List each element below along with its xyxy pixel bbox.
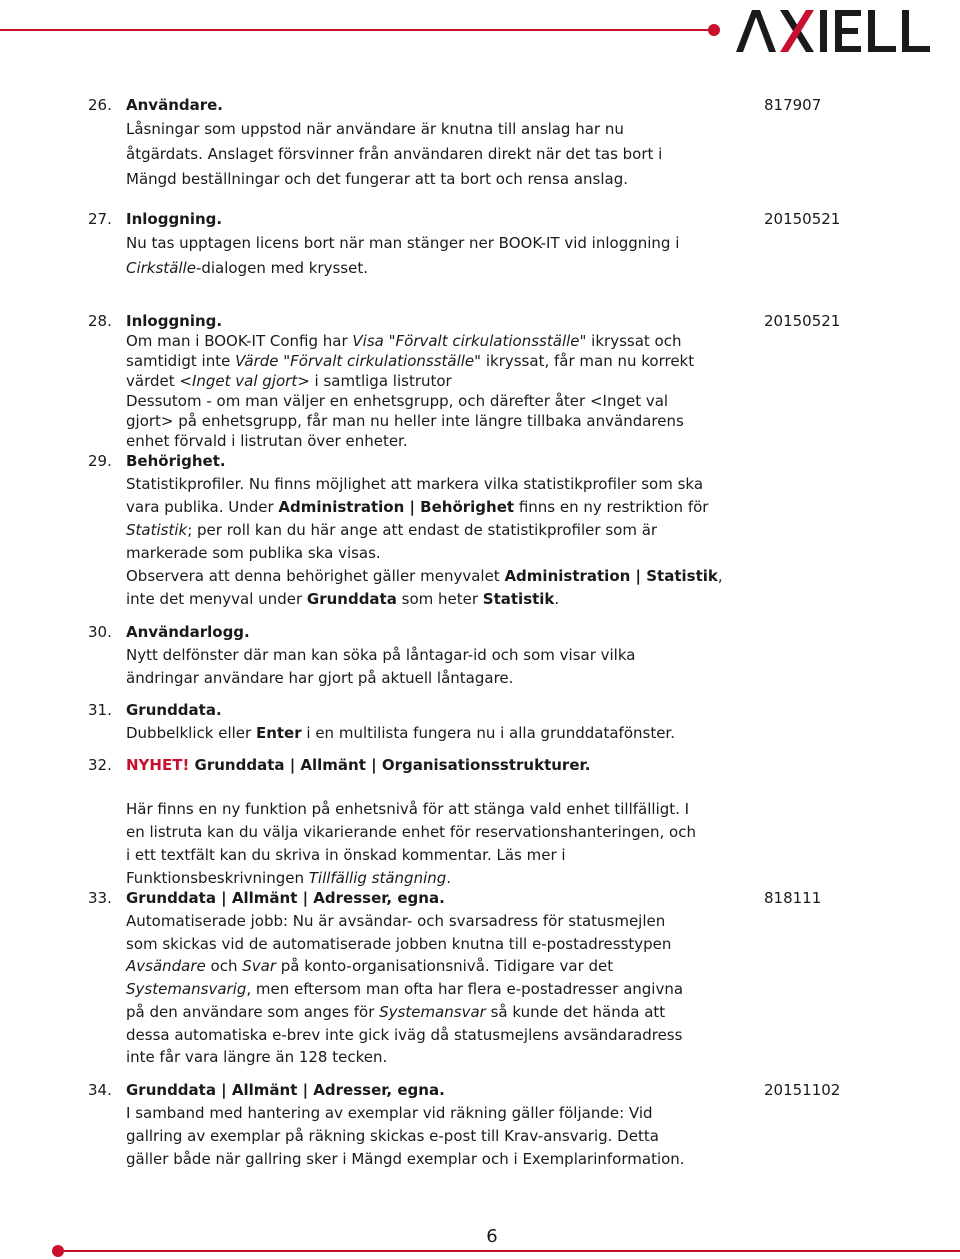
item-text-line: värdet <Inget val gjort> i samtliga listrutor [126, 372, 452, 390]
item-text-line: I samband med hantering av exemplar vid räkning gäller följande: Vid [126, 1104, 653, 1122]
item-title: NYHET! Grunddata | Allmänt | Organisationsstrukturer. [126, 756, 591, 774]
item-text-line: Funktionsbeskrivningen Tillfällig stängning. [126, 869, 452, 887]
item-number: 33. [88, 889, 112, 907]
axiell-logo [734, 6, 932, 54]
item-text-line: gjort> på enhetsgrupp, får man nu heller inte längre tillbaka användarens [126, 412, 684, 430]
item-reference: 818111 [764, 889, 822, 907]
item-text-line: Observera att denna behörighet gäller menyvalet Administration | Statistik, [126, 567, 723, 585]
item-text-line: Avsändare och Svar på konto-organisationsnivå. Tidigare var det [126, 957, 614, 976]
item-text-line: samtidigt inte Värde "Förvalt cirkulationsställe" ikryssat, får man nu korrekt [126, 352, 695, 370]
item-number: 32. [88, 756, 112, 774]
item-number: 29. [88, 452, 112, 470]
item-text-line: i ett textfält kan du skriva in önskad kommentar. Läs mer i [126, 846, 566, 864]
item-reference: 20150521 [764, 312, 841, 330]
footer-rule-dot [52, 1245, 64, 1257]
item-text-line: inte får vara längre än 128 tecken. [126, 1048, 388, 1067]
item-text-line: ändringar användare har gjort på aktuell låntagare. [126, 669, 514, 687]
item-text-line: Cirkställe-dialogen med krysset. [126, 259, 368, 277]
item-text-line: Automatiserade jobb: Nu är avsändar- och svarsadress för statusmejlen [126, 912, 666, 930]
item-text-line: Statistik; per roll kan du här ange att endast de statistikprofiler som är [126, 521, 658, 539]
item-text-line: enhet förvald i listrutan över enheter. [126, 432, 408, 450]
item-reference: 20151102 [764, 1081, 841, 1099]
item-text-line: på den användare som anges för Systemansvar så kunde det hända att [126, 1002, 666, 1021]
item-text-line: Om man i BOOK-IT Config har Visa "Förvalt cirkulationsställe" ikryssat och [126, 332, 682, 350]
item-number: 31. [88, 701, 112, 719]
item-title: Behörighet. [126, 452, 226, 470]
item-text-line: åtgärdats. Anslaget försvinner från användaren direkt när det tas bort i [126, 145, 663, 163]
page-number: 6 [486, 1226, 498, 1247]
item-text-line: vara publika. Under Administration | Behörighet finns en ny restriktion för [126, 498, 709, 516]
item-text-line: Nu tas upptagen licens bort när man stänger ner BOOK-IT vid inloggning i [126, 234, 680, 252]
footer-rule [58, 1250, 960, 1252]
item-text-line: Dessutom - om man väljer en enhetsgrupp, och därefter åter <Inget val [126, 392, 669, 410]
item-reference: 20150521 [764, 210, 841, 228]
header-rule [0, 29, 716, 31]
item-text-line: Nytt delfönster där man kan söka på låntagar-id och som visar vilka [126, 646, 636, 664]
header-rule-dot [708, 24, 720, 36]
item-text-line: Systemansvarig, men eftersom man ofta har flera e-postadresser angivna [126, 980, 684, 999]
item-text-line: gäller både när gallring sker i Mängd exemplar och i Exemplarinformation. [126, 1150, 685, 1168]
item-text-line: Låsningar som uppstod när användare är knutna till anslag har nu [126, 120, 624, 138]
item-text-line: dessa automatiska e-brev inte gick iväg då statusmejlens avsändaradress [126, 1025, 683, 1044]
item-number: 27. [88, 210, 112, 228]
item-text-line: inte det menyval under Grunddata som heter Statistik. [126, 590, 560, 608]
new-badge: NYHET! [126, 756, 190, 774]
item-number: 26. [88, 96, 112, 114]
item-text-line: gallring av exemplar på räkning skickas e-post till Krav-ansvarig. Detta [126, 1127, 659, 1145]
item-text-line: markerade som publika ska visas. [126, 544, 381, 562]
item-text-line: en listruta kan du välja vikarierande enhet för reservationshanteringen, och [126, 823, 696, 841]
item-text-emphasis: Cirkställe [126, 259, 196, 277]
item-text-line: Dubbelklick eller Enter i en multilista fungera nu i alla grunddatafönster. [126, 724, 675, 742]
item-number: 34. [88, 1081, 112, 1099]
item-title: Inloggning. [126, 210, 223, 228]
item-title: Användarlogg. [126, 623, 250, 641]
item-text-line: Statistikprofiler. Nu finns möjlighet att markera vilka statistikprofiler som ska [126, 475, 704, 493]
item-text-line: Här finns en ny funktion på enhetsnivå för att stänga vald enhet tillfälligt. I [126, 800, 690, 818]
item-number: 30. [88, 623, 112, 641]
item-title: Grunddata. [126, 701, 222, 719]
item-text-line: som skickas vid de automatiserade jobben knutna till e-postadresstypen [126, 934, 672, 953]
item-number: 28. [88, 312, 112, 330]
item-title: Inloggning. [126, 312, 223, 330]
item-title: Användare. [126, 96, 223, 114]
item-text-line: Mängd beställningar och det fungerar att ta bort och rensa anslag. [126, 170, 628, 188]
item-reference: 817907 [764, 96, 822, 114]
item-title: Grunddata | Allmänt | Adresser, egna. [126, 1081, 445, 1099]
item-title: Grunddata | Allmänt | Adresser, egna. [126, 889, 445, 907]
